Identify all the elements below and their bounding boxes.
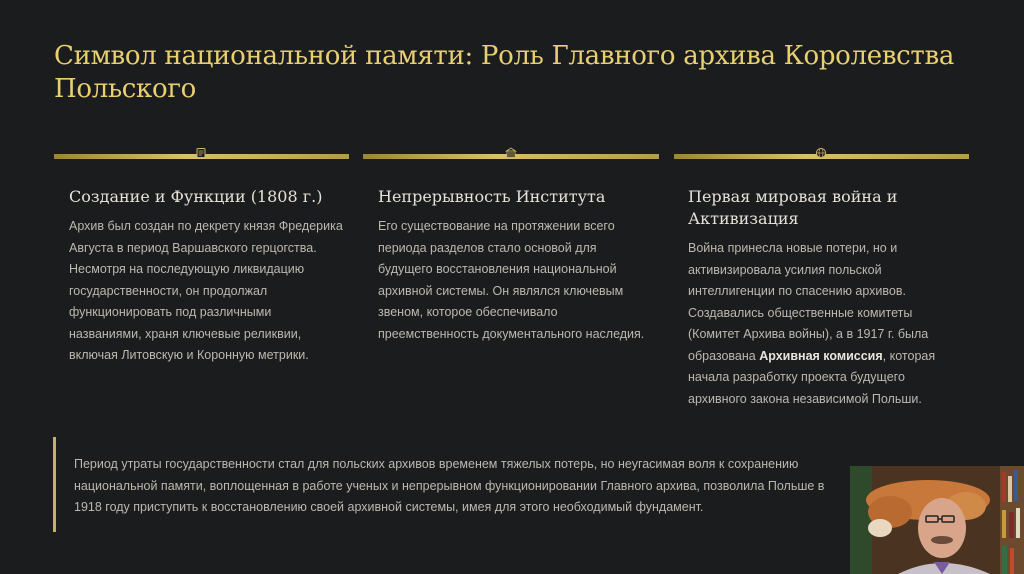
body-text-before: Война принесла новые потери, но и активизировала усилия польской интеллигенции по спасению архивов. Создавались общественные комитеты (Комитет Архива войны), а в 1917 г. была образована bbox=[688, 241, 929, 363]
column-heading: Первая мировая война и Активизация bbox=[688, 187, 898, 228]
building-icon bbox=[505, 147, 517, 159]
column-body: Архив был создан по декрету князя Фредерика Августа в период Варшавского герцогства. Несмотря на последующую ликвидацию государственности, он продолжал функционировать под различными названиями, храня ключевые реликвии, включая Литовскую и Коронную метрики. bbox=[69, 219, 343, 362]
column-heading: Создание и Функции (1808 г.) bbox=[69, 187, 323, 206]
summary-text: Период утраты государственности стал для польских архивов временем тяжелых потерь, но неугасимая воля к сохранению национальной памяти, воплощенная в работе ученых и непрерывном функционировании Главного архива, позволила Польше в 1918 году приступить к восстановлению своей архивной системы, имея для этого необходимый фундамент. bbox=[74, 457, 825, 514]
column-body: Его существование на протяжении всего периода разделов стало основой для будущего восстановления национальной архивной системы. Он являлся ключевым звеном, которое обеспечивало преемственность документального наследия. bbox=[378, 219, 645, 341]
summary-accent-line bbox=[53, 437, 56, 532]
divider-bar-1 bbox=[54, 154, 349, 159]
column-continuity bbox=[378, 186, 653, 345]
divider-bar-2 bbox=[363, 154, 659, 159]
column-body bbox=[688, 238, 963, 410]
globe-icon bbox=[815, 147, 827, 159]
column-heading: Непрерывность Института bbox=[378, 187, 606, 206]
divider-bar-3 bbox=[674, 154, 969, 159]
column-creation bbox=[69, 186, 344, 367]
body-bold-term: Архивная комиссия bbox=[759, 348, 883, 363]
column-world-war bbox=[688, 186, 963, 410]
scroll-icon bbox=[195, 147, 207, 159]
webcam-video bbox=[850, 466, 1024, 574]
body-text-after: , которая начала разработку проекта будущего архивного закона независимой Польши. bbox=[688, 348, 936, 406]
slide-title: Символ национальной памяти: Роль Главного архива Королевства Польского bbox=[54, 41, 955, 104]
